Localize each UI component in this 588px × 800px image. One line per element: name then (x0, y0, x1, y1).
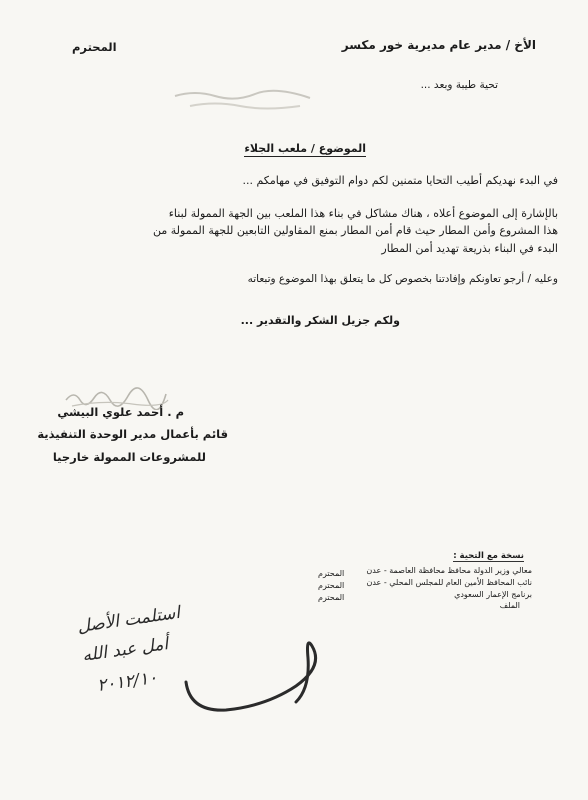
cc-honorific: المحترم (318, 593, 345, 602)
addressee-honorific: المحترم (72, 40, 117, 54)
body-paragraph-2-line-1: بالإشارة إلى الموضوع أعلاه ، هناك مشاكل في بناء هذا الملعب بين الجهة الممولة لبناء (168, 207, 558, 220)
handwritten-note-line-1: استلمت الأصل (75, 602, 181, 638)
body-paragraph-2-line-3: البدء في البناء بذريعة تهديد أمن المطار (381, 242, 558, 255)
closing-line: ولكم جزيل الشكر والتقدير ... (240, 314, 400, 327)
cc-item: نائب المحافظ الأمين العام للمجلس المحلي - عدن (366, 578, 532, 587)
handwritten-note-line-2: أمل عبد الله (80, 634, 169, 666)
signatory-name: م . أحمد علوي البيشي (57, 405, 184, 419)
signatory-title: قائم بأعمال مدير الوحدة التنفيذية (37, 427, 228, 441)
faint-bleed-mark (170, 82, 320, 112)
cc-honorific: المحترم (318, 581, 345, 590)
addressee: الأخ / مدير عام مديرية خور مكسر (341, 38, 536, 52)
cc-heading-text: نسخة مع التحية : (453, 551, 524, 561)
cc-file: الملف (499, 601, 520, 610)
signatory-unit: للمشروعات الممولة خارجيا (52, 450, 206, 464)
body-paragraph-3: وعليه / أرجو تعاونكم وإفادتنا بخصوص كل ما يتعلق بهذا الموضوع وتبعاته (247, 273, 558, 285)
cc-honorific: المحترم (318, 569, 345, 578)
subject-text: الموضوع / ملعب الجلاء (244, 142, 366, 155)
handwritten-signature (180, 612, 330, 722)
subject-line (244, 142, 366, 155)
body-paragraph-2-line-2: هذا المشروع وأمن المطار حيث قام أمن المطار بمنع المقاولين التابعين للجهة الممولة من (153, 224, 558, 237)
cc-item: معالي وزير الدولة محافظ محافظة العاصمة - عدن (366, 566, 532, 575)
cc-heading (453, 551, 524, 561)
greeting: تحية طيبة وبعد ... (420, 79, 498, 91)
cc-item: برنامج الإعمار السعودي (454, 590, 532, 599)
body-paragraph-1: في البدء نهديكم أطيب التحايا متمنين لكم دوام التوفيق في مهامكم ... (242, 174, 558, 187)
handwritten-note-line-3: ٢٠١٢/١٠ (96, 667, 160, 697)
